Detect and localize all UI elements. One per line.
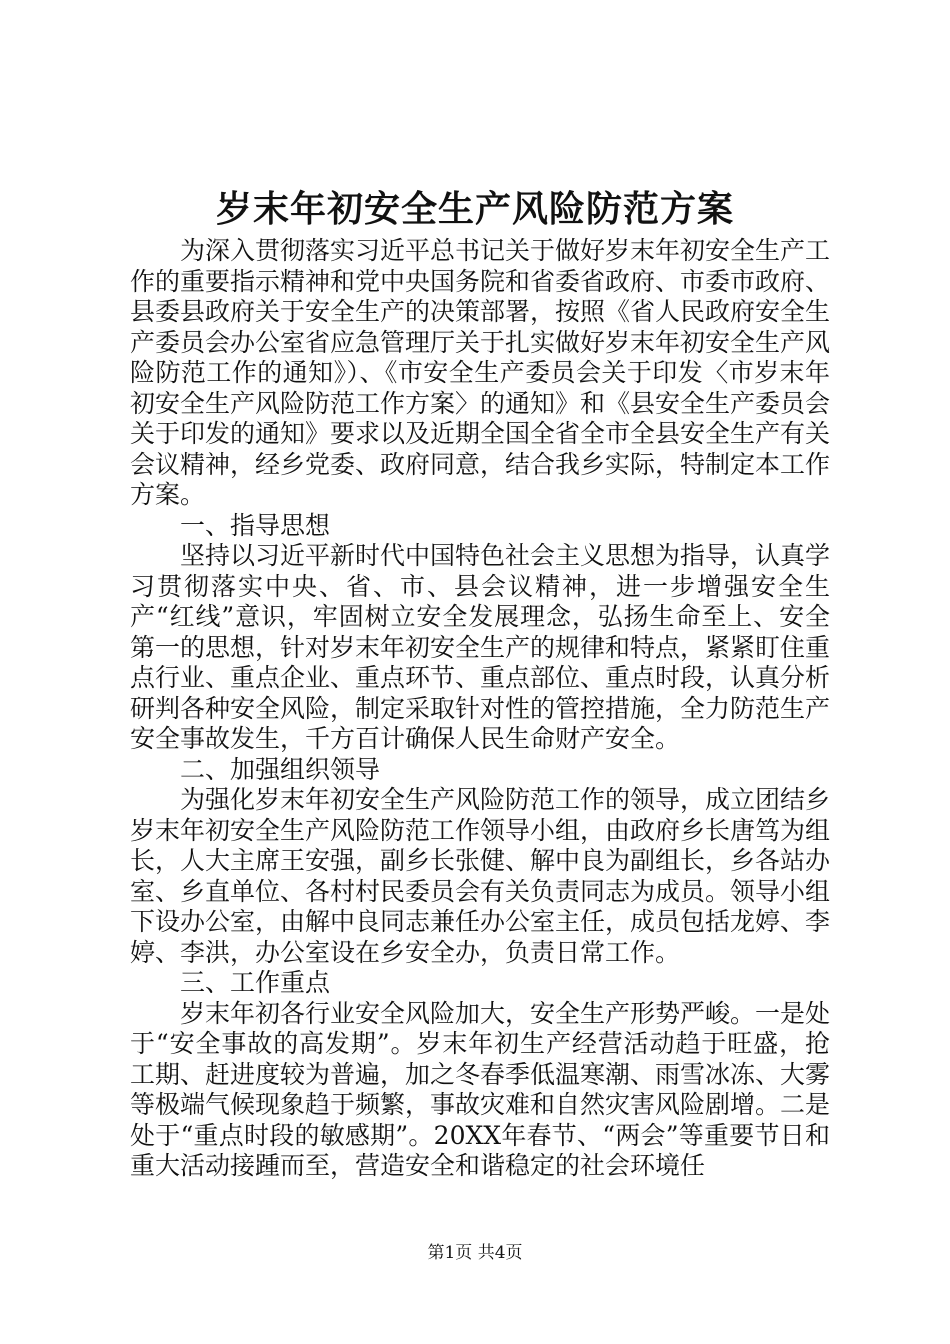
document-title: 岁末年初安全生产风险防范方案 — [215, 188, 734, 230]
page-footer: 第1页 共4页 — [427, 1243, 523, 1263]
section-heading-work-priorities: 三、工作重点 — [180, 968, 331, 997]
section-paragraph-guiding-ideology: 坚持以习近平新时代中国特色社会主义思想为指导，认真学习贯彻落实中央、省、市、县会议精神，进一步增强安全生产“红线”意识，牢固树立安全发展理念，弘扬生命至上、安全第一的思想，针对岁末年初安全生产的规律和特点，紧紧盯住重点行业、重点企业、重点环节、重点部位、重点时段，认真分析研判各种安全风险，制定采取针对性的管控措施，全力防范生产安全事故发生，千方百计确保人民生命财产安全。 — [130, 541, 831, 753]
section-paragraph-organization-leadership: 为强化岁末年初安全生产风险防范工作的领导，成立团结乡岁末年初安全生产风险防范工作领导小组，由政府乡长唐笃为组长，人大主席王安强，副乡长张健、解中良为副组长，乡各站办室、乡直单位、各村村民委员会有关负责同志为成员。领导小组下设办公室，由解中良同志兼任办公室主任，成员包括龙婷、李婷、李洪，办公室设在乡安全办，负责日常工作。 — [130, 785, 831, 967]
section-heading-guiding-ideology: 一、指导思想 — [180, 510, 331, 540]
section-paragraph-work-priorities: 岁末年初各行业安全风险加大，安全生产形势严峻。一是处于“安全事故的高发期”。岁末年初生产经营活动趋于旺盛，抢工期、赶进度较为普遍，加之冬春季低温寒潮、雨雪冰冻、大雾等极端气候现象趋于频繁，事故灾难和自然灾害风险剧增。二是处于“重点时段的敏感期”。20XX年春节、“两会”等重要节日和重大活动接踵而至，营造安全和谐稳定的社会环境任 — [130, 998, 831, 1180]
document-body — [130, 236, 830, 1182]
section-heading-organization-leadership: 二、加强组织领导 — [180, 754, 381, 784]
intro-paragraph: 为深入贯彻落实习近平总书记关于做好岁末年初安全生产工作的重要指示精神和党中央国务院和省委省政府、市委市政府、县委县政府关于安全生产的决策部署，按照《省人民政府安全生产委员会办公室省应急管理厅关于扎实做好岁末年初安全生产风险防范工作的通知》）、《市安全生产委员会关于印发〈市岁末年初安全生产风险防范工作方案〉的通知》和《县安全生产委员会关于印发的通知》要求以及近期全国全省全市全县安全生产有关会议精神，经乡党委、政府同意，结合我乡实际，特制定本工作方案。 — [130, 236, 831, 509]
